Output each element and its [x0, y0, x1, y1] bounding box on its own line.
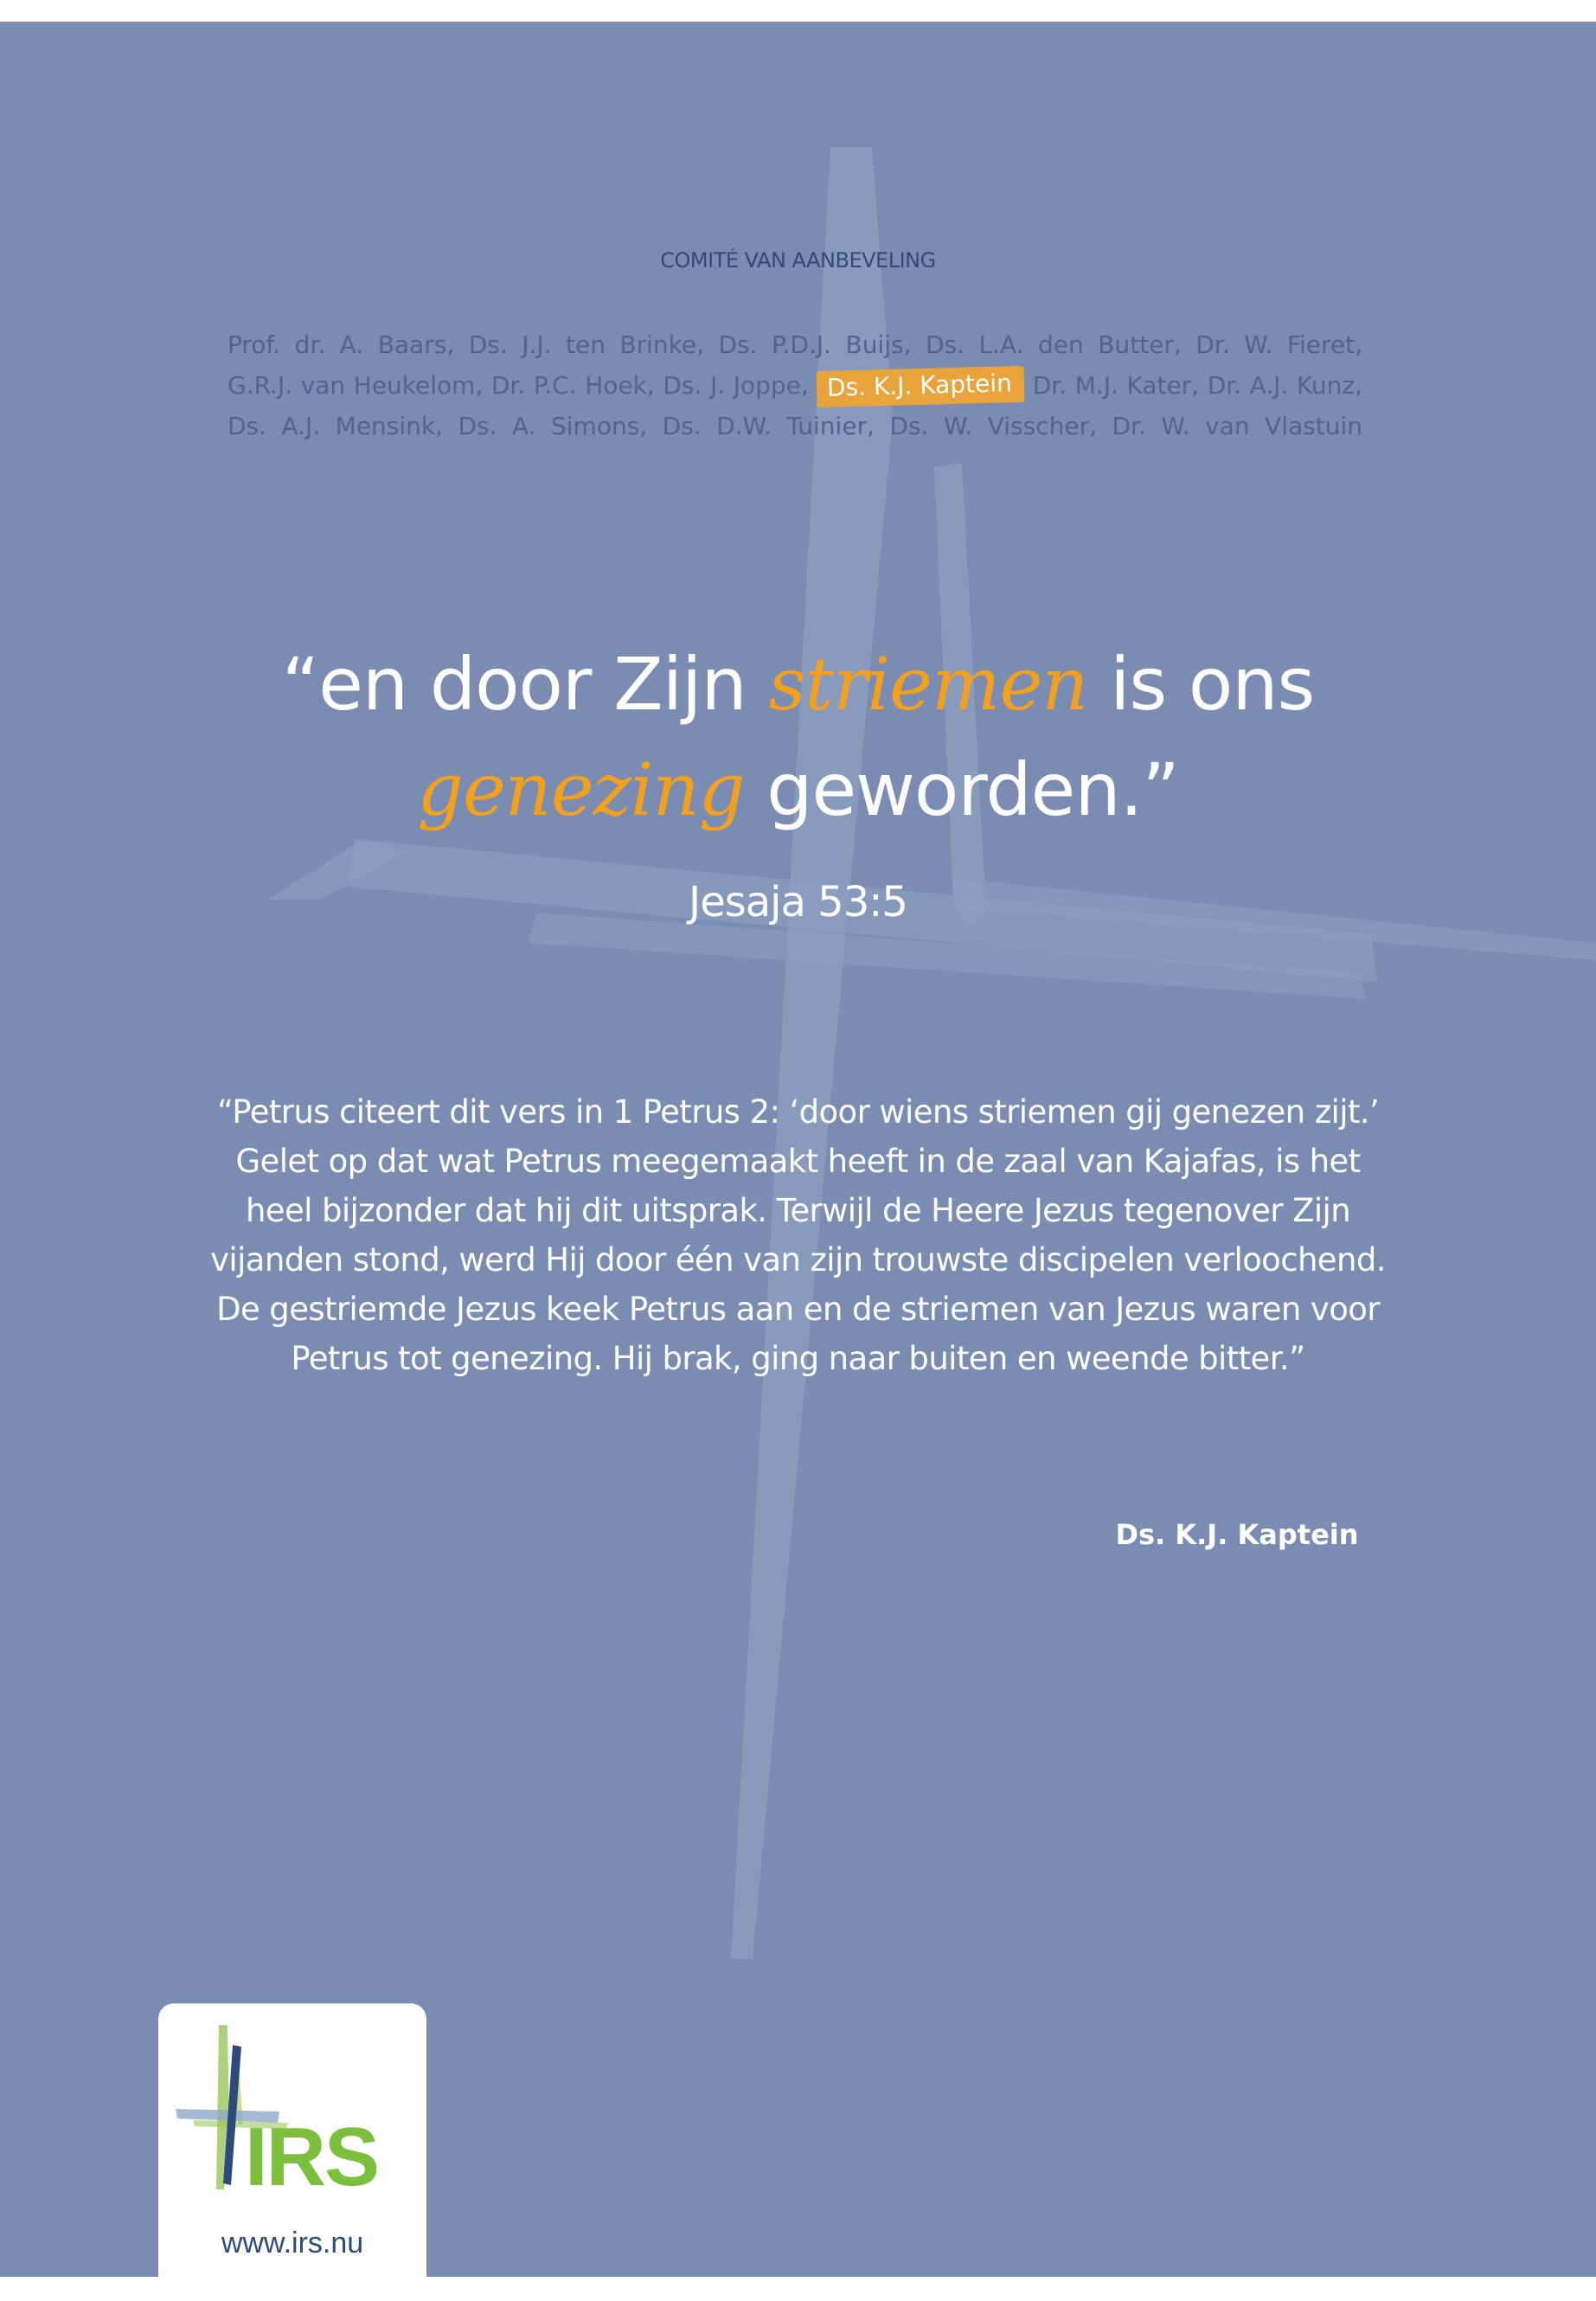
verse-part-1: “en door Zijn — [281, 642, 769, 727]
bible-verse — [0, 631, 1596, 843]
committee-line-1: Prof. dr. A. Baars, Ds. J.J. ten Brinke, Ds. P.D.J. Buijs, Ds. L.A. den Butter, Dr. W. Fieret, — [228, 330, 1362, 359]
committee-line-2-before: G.R.J. van Heukelom, Dr. P.C. Hoek, Ds. J. Joppe, — [228, 371, 809, 400]
verse-part-2: is ons — [1087, 642, 1315, 727]
quote-line: Petrus tot genezing. Hij brak, ging naar buiten en weende bitter.” — [291, 1340, 1305, 1377]
committee-line-3: Ds. A.J. Mensink, Ds. A. Simons, Ds. D.W. Tuinier, Ds. W. Visscher, Dr. W. van Vlastuin — [228, 412, 1362, 440]
verse-part-3: geworden.” — [744, 747, 1179, 832]
quote-text — [151, 1087, 1445, 1383]
flyer-page — [0, 22, 1596, 2277]
verse-accent-striemen: striemen — [768, 642, 1088, 727]
verse-line-1 — [0, 631, 1596, 737]
irs-logo-icon — [176, 2021, 409, 2202]
committee-title: COMITÉ VAN AANBEVELING — [660, 248, 936, 272]
website-link[interactable]: www.irs.nu — [221, 2227, 364, 2259]
irs-logo-text: IRS — [245, 2111, 379, 2202]
committee-line-2 — [228, 365, 1362, 406]
verse-line-2 — [0, 737, 1596, 843]
quote-line: heel bijzonder dat hij dit uitsprak. Terwijl de Heere Jezus tegenover Zijn — [245, 1192, 1351, 1229]
committee-line-2-after: Dr. M.J. Kater, Dr. A.J. Kunz, — [1032, 371, 1363, 400]
quote-line: “Petrus citeert dit vers in 1 Petrus 2: ‘door wiens striemen gij genezen zijt.’ — [216, 1093, 1380, 1131]
irs-logo-box[interactable] — [158, 2003, 426, 2277]
quote-line: vijanden stond, werd Hij door één van zijn trouwste discipelen verloochend. — [210, 1241, 1386, 1279]
verse-reference: Jesaja 53:5 — [689, 878, 907, 926]
highlighted-name: Ds. K.J. Kaptein — [817, 366, 1025, 407]
quote-line: De gestriemde Jezus keek Petrus aan en de striemen van Jezus waren voor — [216, 1291, 1380, 1328]
quote-author: Ds. K.J. Kaptein — [1115, 1518, 1359, 1551]
quote-line: Gelet op dat wat Petrus meegemaakt heeft in de zaal van Kajafas, is het — [235, 1143, 1361, 1180]
committee-names — [228, 324, 1362, 446]
verse-accent-genezing: genezing — [417, 747, 745, 832]
